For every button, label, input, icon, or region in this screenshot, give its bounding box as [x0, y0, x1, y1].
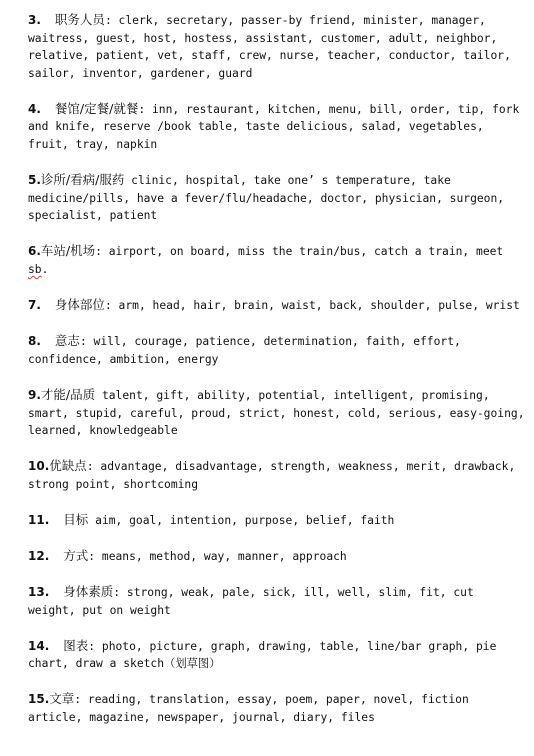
- entry-separator: :: [79, 335, 94, 349]
- vocab-entry: [28, 296, 528, 315]
- entry-topic: 车站/机场: [40, 243, 96, 259]
- entry-words: means, method, way, manner, approach: [101, 549, 347, 563]
- entry-number: 12.: [28, 548, 50, 563]
- entry-topic: 文章: [49, 691, 75, 707]
- vocab-entry: [28, 547, 528, 566]
- vocab-entry: [28, 511, 528, 530]
- entry-topic: 图表: [63, 637, 89, 653]
- vocab-entry: [28, 690, 528, 726]
- entry-separator: :: [104, 299, 119, 313]
- entry-separator: :: [88, 639, 102, 653]
- entry-words: inn, restaurant, kitchen, menu, bill, order, tip, fork and knife, reserve /book table, taste delicious, salad, vegetables, fruit, tray, napkin: [28, 102, 520, 152]
- entry-separator: :: [138, 102, 152, 116]
- entry-topic: 意志: [54, 333, 80, 349]
- entry-words: arm, head, hair, brain, waist, back, shoulder, pulse, wrist: [118, 299, 520, 313]
- entry-separator: :: [104, 14, 119, 27]
- entry-separator: :: [113, 586, 127, 600]
- vocab-entry: [28, 386, 528, 440]
- vocab-entry: [28, 332, 528, 368]
- entry-separator: :: [95, 245, 109, 259]
- entry-number: 15.: [28, 692, 50, 707]
- entry-separator: :: [74, 693, 88, 707]
- entry-topic: 才能/品质: [40, 386, 96, 402]
- entry-topic: 餐馆/定餐/就餐: [54, 100, 139, 116]
- entry-words: will, courage, patience, determination, faith, effort, confidence, ambition, energy: [28, 335, 461, 366]
- entry-words: airport, on board, miss the train/bus, catch a train, meet: [108, 245, 504, 259]
- entry-words: talent, gift, ability, potential, intelligent, promising, smart, stupid, careful, proud, strict, honest, cold, serious, easy-going, learned, knowledgeable: [28, 388, 525, 438]
- entry-number: 13.: [28, 585, 50, 600]
- spellcheck-underlined-word: sb: [28, 263, 42, 277]
- entry-words: advantage, disadvantage, strength, weakness, merit, drawback, strong point, shortcoming: [28, 460, 516, 491]
- entry-words: reading, translation, essay, poem, paper, novel, fiction article, magazine, newspaper, journal, diary, files: [28, 693, 469, 725]
- entry-number: 8.: [28, 334, 41, 349]
- entry-number: 14.: [28, 638, 50, 653]
- entry-words: clerk, secretary, passer-by friend, minister, manager, waitress, guest, host, hostess, assistant, customer, adult, neighbor, relative, patient, vet, staff, crew, nurse, teacher, conductor, tailor, sailor, inventor, gardener, guard: [28, 14, 511, 80]
- entry-topic: 身体素质: [63, 584, 114, 600]
- entry-number: 7.: [28, 298, 41, 313]
- entry-topic: 目标: [63, 511, 89, 527]
- entry-number: 6.: [28, 244, 41, 259]
- entry-number: 9.: [28, 387, 41, 402]
- vocab-entry: [28, 583, 528, 619]
- entry-end: .: [41, 263, 49, 277]
- entry-words: photo, picture, graph, drawing, table, line/bar graph, pie chart, draw a sketch（划草图）: [28, 639, 497, 671]
- entry-number: 11.: [28, 512, 50, 527]
- vocab-entry: [28, 457, 528, 493]
- vocab-entry: [28, 11, 528, 82]
- entry-separator: [95, 389, 102, 402]
- vocab-entry: [28, 242, 528, 278]
- vocab-entry: [28, 100, 528, 154]
- entry-separator: :: [86, 460, 101, 474]
- entry-number: 10.: [28, 459, 50, 474]
- entry-words: aim, goal, intention, purpose, belief, faith: [95, 513, 395, 527]
- entry-number: 4.: [28, 101, 41, 116]
- entry-number: 5.: [28, 173, 41, 188]
- entry-topic: 诊所/看病/服药: [40, 172, 125, 188]
- vocab-entry: [28, 637, 528, 673]
- vocab-entry: [28, 171, 528, 225]
- document-page: [28, 11, 528, 744]
- entry-words: strong, weak, pale, sick, ill, well, slim, fit, cut weight, put on weight: [28, 586, 474, 617]
- entry-words: clinic, hospital, take one’ s temperature, take medicine/pills, have a fever/flu/headache, doctor, physician, surgeon, specialist, patient: [28, 174, 505, 223]
- entry-topic: 身体部位: [54, 297, 105, 313]
- entry-number: 3.: [28, 13, 41, 27]
- entry-topic: 方式: [63, 547, 89, 563]
- entry-topic: 职务人员: [54, 12, 105, 27]
- entry-separator: :: [88, 549, 102, 563]
- entry-topic: 优缺点: [49, 458, 87, 474]
